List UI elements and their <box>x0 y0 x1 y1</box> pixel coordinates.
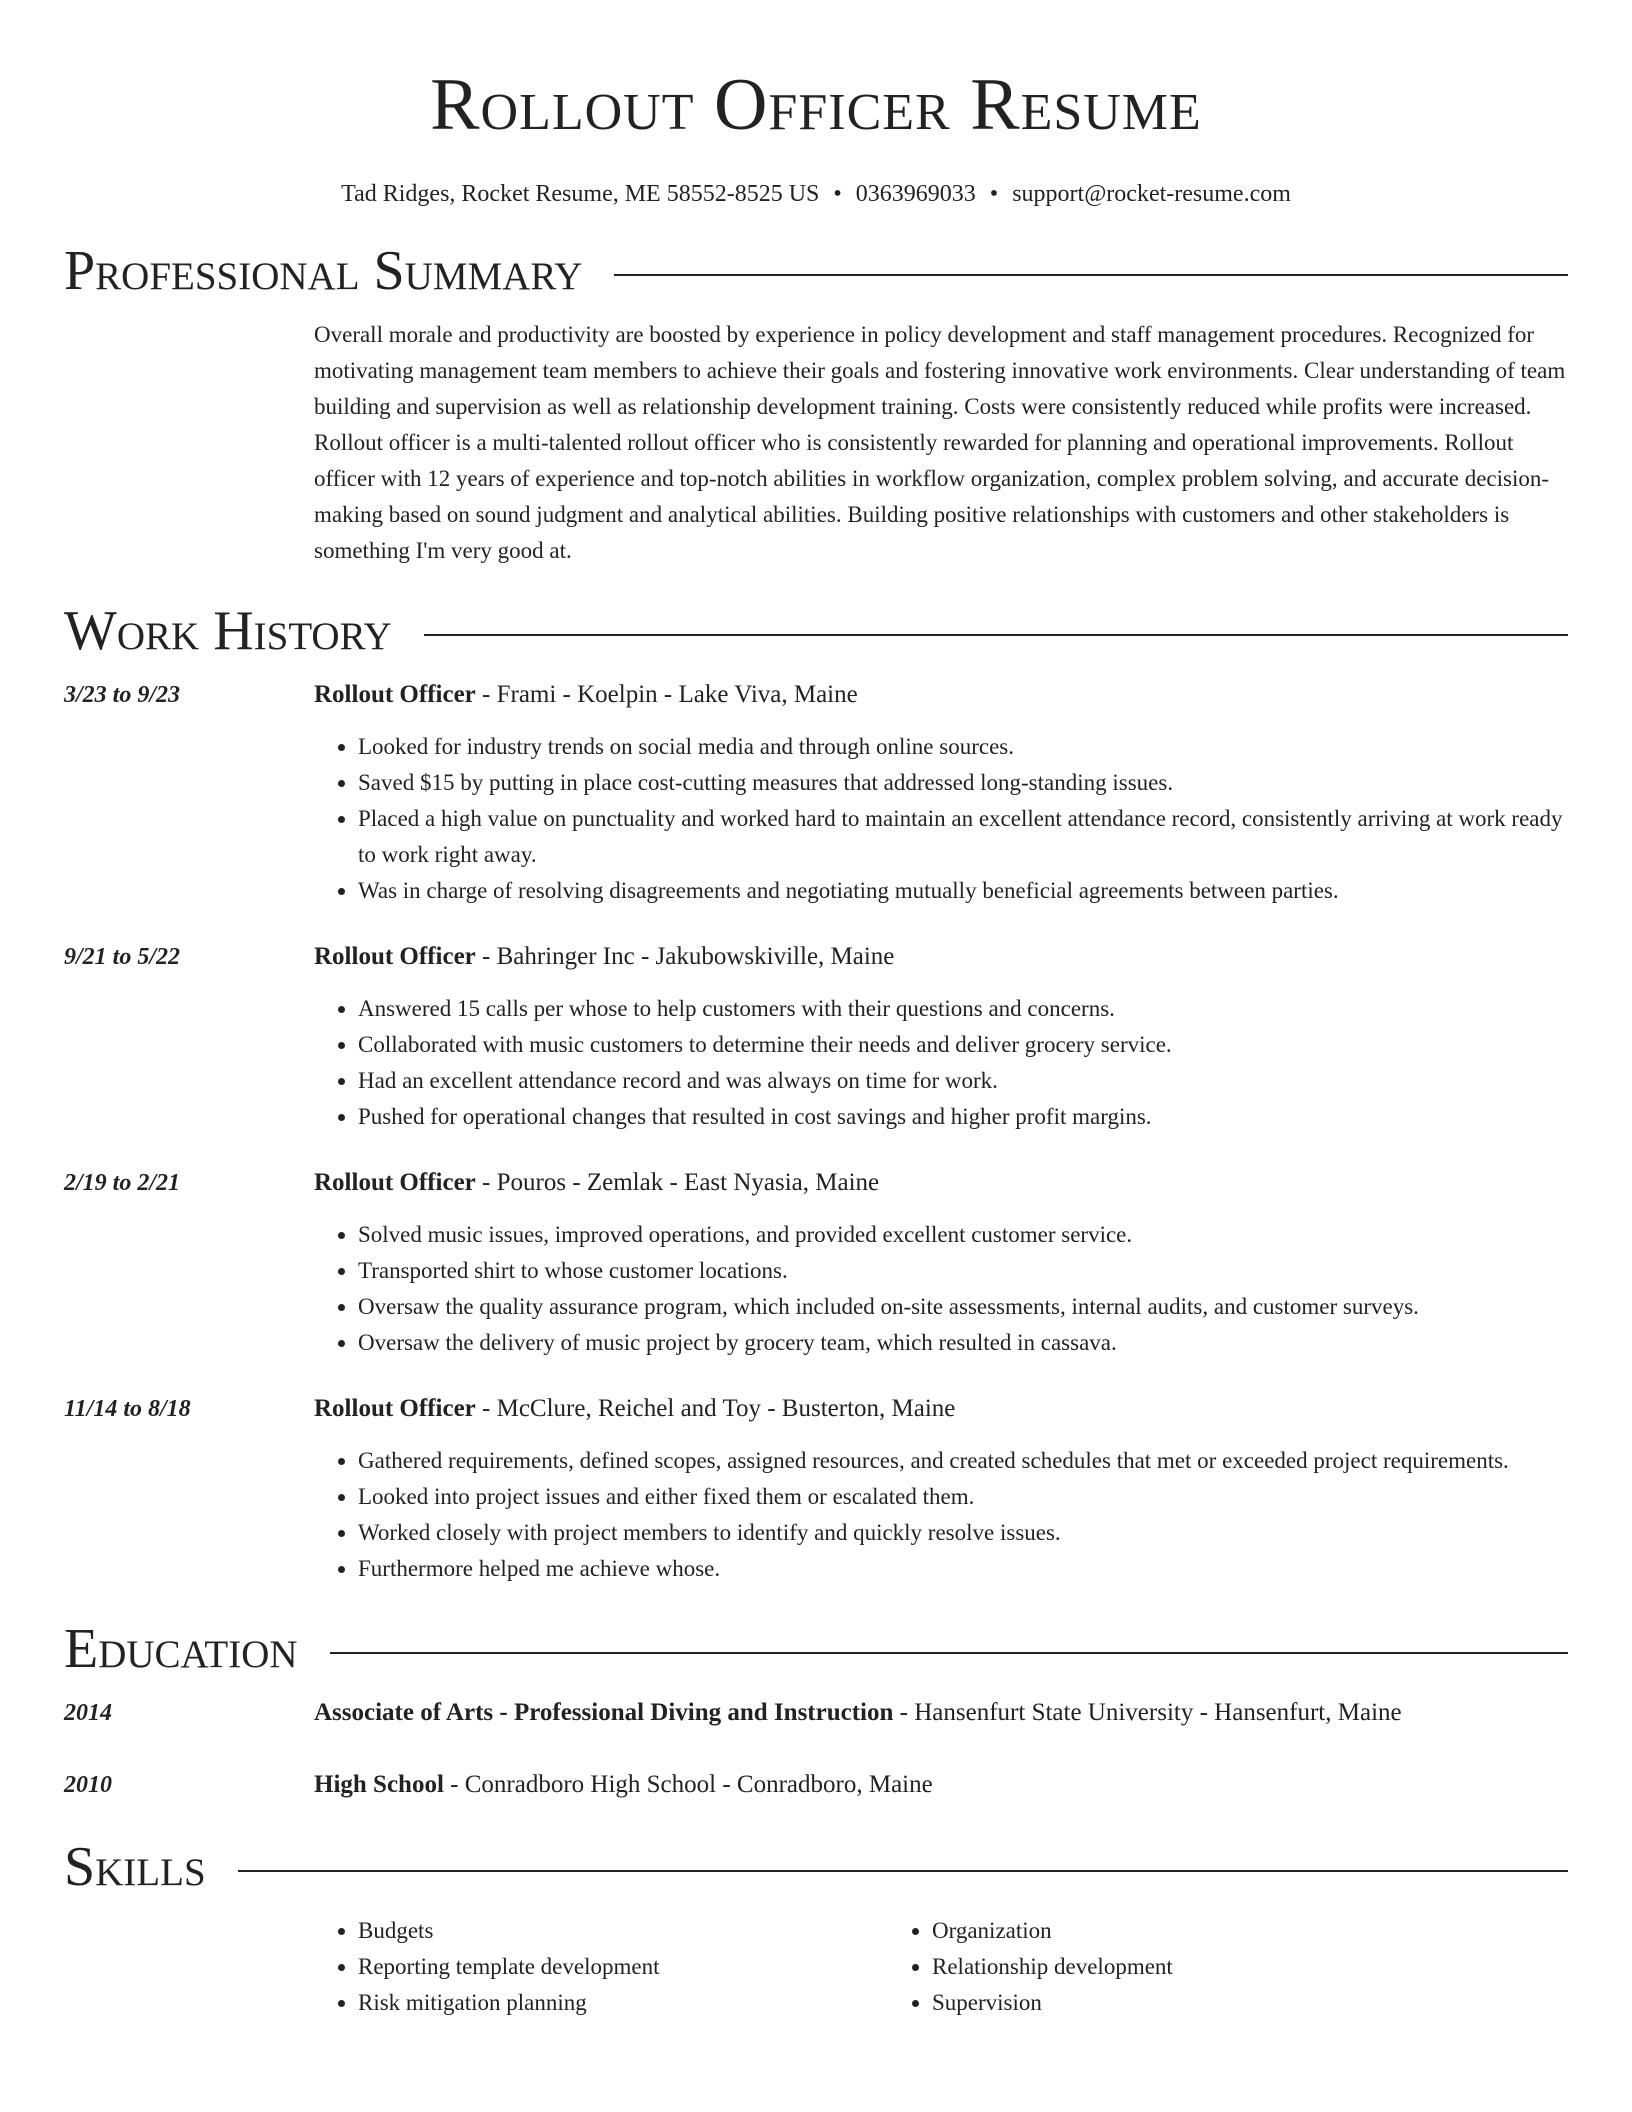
job-employer: - Frami - Koelpin - Lake Viva, Maine <box>475 680 858 708</box>
contact-phone: 0363969033 <box>855 181 976 207</box>
job-header <box>314 677 1568 713</box>
job-body <box>314 677 1568 909</box>
job-employer: - Bahringer Inc - Jakubowskiville, Maine <box>475 942 895 970</box>
job-duty: • Gathered requirements, defined scopes, assigned resources, and created schedules that met or exceeded project requirements. <box>358 1443 1568 1479</box>
job-duty: • Looked for industry trends on social media and through online sources. <box>358 729 1568 765</box>
job-body <box>314 1391 1568 1587</box>
job-employer: - Pouros - Zemlak - East Nyasia, Maine <box>475 1168 880 1196</box>
job-duty: • Pushed for operational changes that resulted in cost savings and higher profit margins. <box>358 1099 1568 1135</box>
job-dates: 2/19 to 2/21 <box>64 1169 181 1196</box>
job-duty: • Placed a high value on punctuality and worked hard to maintain an excellent attendance record, consistently arriving at work ready to work right away. <box>358 801 1568 873</box>
job-header <box>314 1391 1568 1427</box>
job-duty: • Furthermore helped me achieve whose. <box>358 1551 1568 1587</box>
job-duty: • Solved music issues, improved operations, and provided excellent customer service. <box>358 1217 1568 1253</box>
section-divider <box>614 274 1568 276</box>
skill-item: • Organization <box>932 1913 1462 1949</box>
job-duty: • Collaborated with music customers to determine their needs and deliver grocery service. <box>358 1027 1568 1063</box>
job-title: Rollout Officer <box>314 1394 476 1422</box>
job-header <box>314 939 1568 975</box>
job-duty: • Saved $15 by putting in place cost-cutting measures that addressed long-standing issues. <box>358 765 1568 801</box>
education-school: - Hansenfurt State University - Hansenfurt, Maine <box>893 1698 1402 1726</box>
job-duty: • Answered 15 calls per whose to help customers with their questions and concerns. <box>358 991 1568 1027</box>
job-dates: 3/23 to 9/23 <box>64 681 181 708</box>
skills-column-left <box>314 1913 888 2021</box>
education-details <box>314 1695 1402 1731</box>
education-details <box>314 1767 933 1803</box>
section-divider <box>330 1652 1568 1654</box>
education-degree: High School <box>314 1770 444 1798</box>
summary-section <box>64 239 1568 569</box>
contact-address: Tad Ridges, Rocket Resume, ME 58552-8525 US <box>341 181 820 207</box>
section-title-education: Education <box>64 1617 298 1680</box>
education-school: - Conradboro High School - Conradboro, Maine <box>443 1770 933 1798</box>
job-entry <box>64 1165 1568 1361</box>
education-section <box>64 1617 1568 1803</box>
job-entry <box>64 677 1568 909</box>
job-duties <box>314 991 1568 1135</box>
job-entry <box>64 1391 1568 1587</box>
job-body <box>314 1165 1568 1361</box>
contact-separator: • <box>833 181 842 207</box>
job-duty: • Oversaw the delivery of music project by grocery team, which resulted in cassava. <box>358 1325 1568 1361</box>
skill-item: • Relationship development <box>932 1949 1462 1985</box>
contact-line <box>64 180 1568 209</box>
section-header <box>64 239 1568 302</box>
section-header <box>64 1617 1568 1680</box>
job-dates: 9/21 to 5/22 <box>64 943 181 970</box>
job-duties <box>314 1443 1568 1587</box>
job-duty: • Transported shirt to whose customer locations. <box>358 1253 1568 1289</box>
skills-list <box>314 1913 1568 2021</box>
education-year: 2010 <box>64 1771 112 1798</box>
section-header <box>64 1835 1568 1898</box>
section-title-work-history: Work History <box>64 599 392 662</box>
skills-section <box>64 1835 1568 2021</box>
contact-email[interactable]: support@rocket-resume.com <box>1012 181 1291 207</box>
skill-item: • Supervision <box>932 1985 1462 2021</box>
skill-item: • Risk mitigation planning <box>358 1985 888 2021</box>
job-duty: • Was in charge of resolving disagreements and negotiating mutually beneficial agreements between parties. <box>358 873 1568 909</box>
section-header <box>64 599 1568 662</box>
job-title: Rollout Officer <box>314 680 476 708</box>
work-history-section <box>64 599 1568 1587</box>
job-duty: • Had an excellent attendance record and was always on time for work. <box>358 1063 1568 1099</box>
education-entry <box>64 1767 1568 1803</box>
resume-title: Rollout Officer Resume <box>430 64 1202 146</box>
job-body <box>314 939 1568 1135</box>
skills-column-right <box>888 1913 1462 2021</box>
job-title: Rollout Officer <box>314 942 476 970</box>
summary-text: Overall morale and productivity are boosted by experience in policy development and staff management procedures. Recognized for motivating management team members to achieve their goals and fostering innovative work environments. Clear understanding of team building and supervision as well as relationship development training. Costs were consistently reduced while profits were increased. Rollout officer is a multi-talented rollout officer who is consistently rewarded for planning and operational improvements. Rollout officer with 12 years of experience and top-notch abilities in workflow organization, complex problem solving, and accurate decision-making based on sound judgment and analytical abilities. Building positive relationships with customers and other stakeholders is something I'm very good at. <box>314 321 1566 563</box>
job-title: Rollout Officer <box>314 1168 476 1196</box>
section-title-skills: Skills <box>64 1835 206 1898</box>
job-duties <box>314 1217 1568 1361</box>
skill-item: • Budgets <box>358 1913 888 1949</box>
contact-separator: • <box>989 181 999 207</box>
section-title-summary: Professional Summary <box>64 239 583 302</box>
section-divider <box>238 1870 1568 1872</box>
section-divider <box>424 634 1568 636</box>
education-year: 2014 <box>64 1699 112 1726</box>
skill-item: • Reporting template development <box>358 1949 888 1985</box>
job-duty: • Oversaw the quality assurance program, which included on-site assessments, internal audits, and customer surveys. <box>358 1289 1568 1325</box>
education-degree: Associate of Arts - Professional Diving and Instruction <box>314 1698 894 1726</box>
job-duties <box>314 729 1568 909</box>
job-employer: - McClure, Reichel and Toy - Busterton, Maine <box>475 1394 956 1422</box>
job-duty: • Looked into project issues and either fixed them or escalated them. <box>358 1479 1568 1515</box>
job-dates: 11/14 to 8/18 <box>64 1395 191 1422</box>
job-entry <box>64 939 1568 1135</box>
education-entry <box>64 1695 1568 1731</box>
job-duty: • Worked closely with project members to identify and quickly resolve issues. <box>358 1515 1568 1551</box>
job-header <box>314 1165 1568 1201</box>
